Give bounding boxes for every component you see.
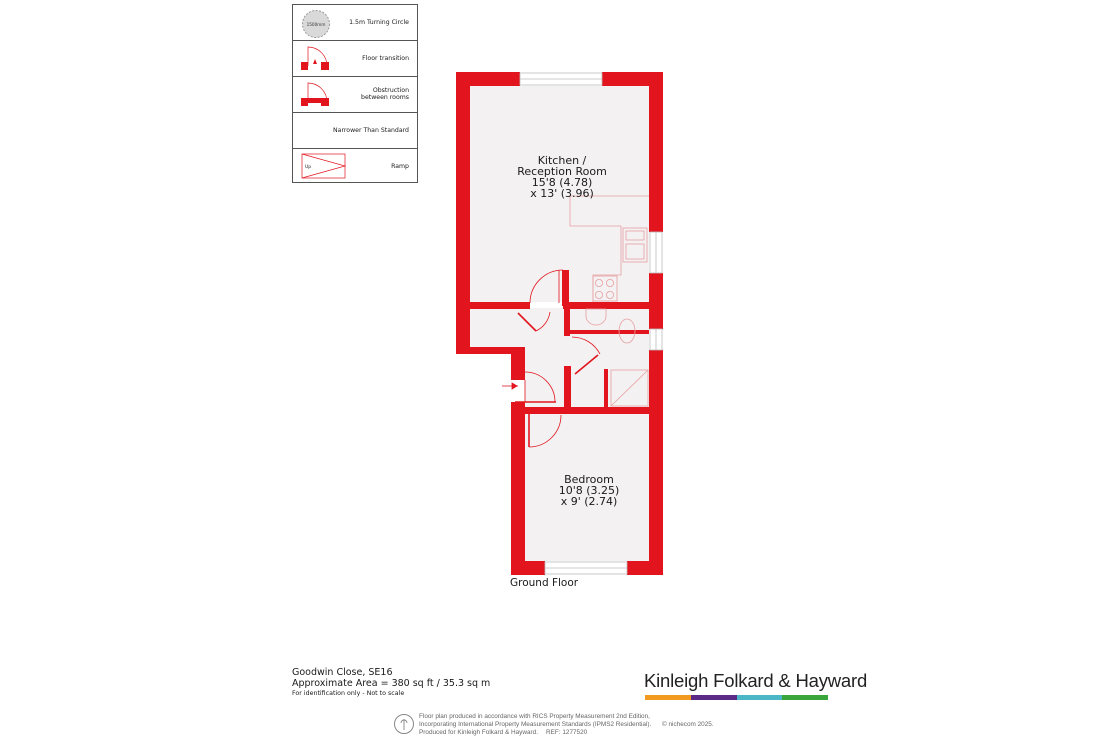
brand-stripe-segment	[737, 695, 783, 700]
kitchen-name-line2: Reception Room	[517, 165, 607, 178]
kitchen-name-line1: Kitchen /	[537, 154, 587, 167]
nichecom-logo-icon	[394, 714, 414, 734]
kitchen-reception-label	[506, 155, 618, 199]
ramp-icon-text: Up	[305, 165, 312, 170]
hall-bedroom-floor	[525, 353, 649, 561]
address-line: Goodwin Close, SE16	[292, 667, 393, 678]
footer-produced-for: Produced for Kinleigh Folkard & Hayward.	[419, 729, 538, 736]
footer-text	[419, 713, 651, 737]
legend-label-narrower: Narrower Than Standard	[333, 127, 409, 134]
legend-label-obstruction-line2: between rooms	[361, 94, 409, 101]
bedroom-dim1: 10'8 (3.25)	[558, 484, 620, 497]
brand-stripe-segment	[691, 695, 737, 700]
legend-label-obstruction-line1: Obstruction	[372, 87, 409, 94]
address-block	[292, 667, 490, 699]
kitchen-dim2: x 13' (3.96)	[530, 187, 594, 200]
brand-stripe	[645, 695, 828, 700]
bedroom-name: Bedroom	[564, 473, 614, 486]
footer-line1: Floor plan produced in accordance with RICS Property Measurement 2nd Edition,	[419, 713, 650, 720]
legend-label-floor-transition: Floor transition	[362, 55, 409, 62]
kitchen-dim1: 15'8 (4.78)	[531, 176, 593, 189]
copyright: © nichecom 2025.	[662, 721, 714, 728]
footer-line3	[419, 729, 651, 737]
identification-note: For identification only - Not to scale	[292, 690, 405, 697]
turning-circle-icon-text: 1500mm	[306, 22, 326, 27]
approximate-area: Approximate Area = 380 sq ft / 35.3 sq m	[292, 678, 491, 689]
brand-stripe-segment	[782, 695, 828, 700]
bedroom-label	[538, 474, 640, 507]
brand-stripe-segment	[645, 695, 691, 700]
brand-logo: Kinleigh Folkard & Hayward	[644, 670, 868, 691]
legend-label-ramp: Ramp	[391, 163, 409, 170]
legend-label-turning-circle: 1.5m Turning Circle	[349, 19, 409, 26]
footer-line2: Incorporating International Property Measurement Standards (IPMS2 Residential).	[419, 721, 652, 728]
bedroom-dim2: x 9' (2.74)	[560, 495, 618, 508]
footer-ref: REF: 1277520	[546, 729, 588, 736]
floor-label: Ground Floor	[510, 577, 579, 589]
